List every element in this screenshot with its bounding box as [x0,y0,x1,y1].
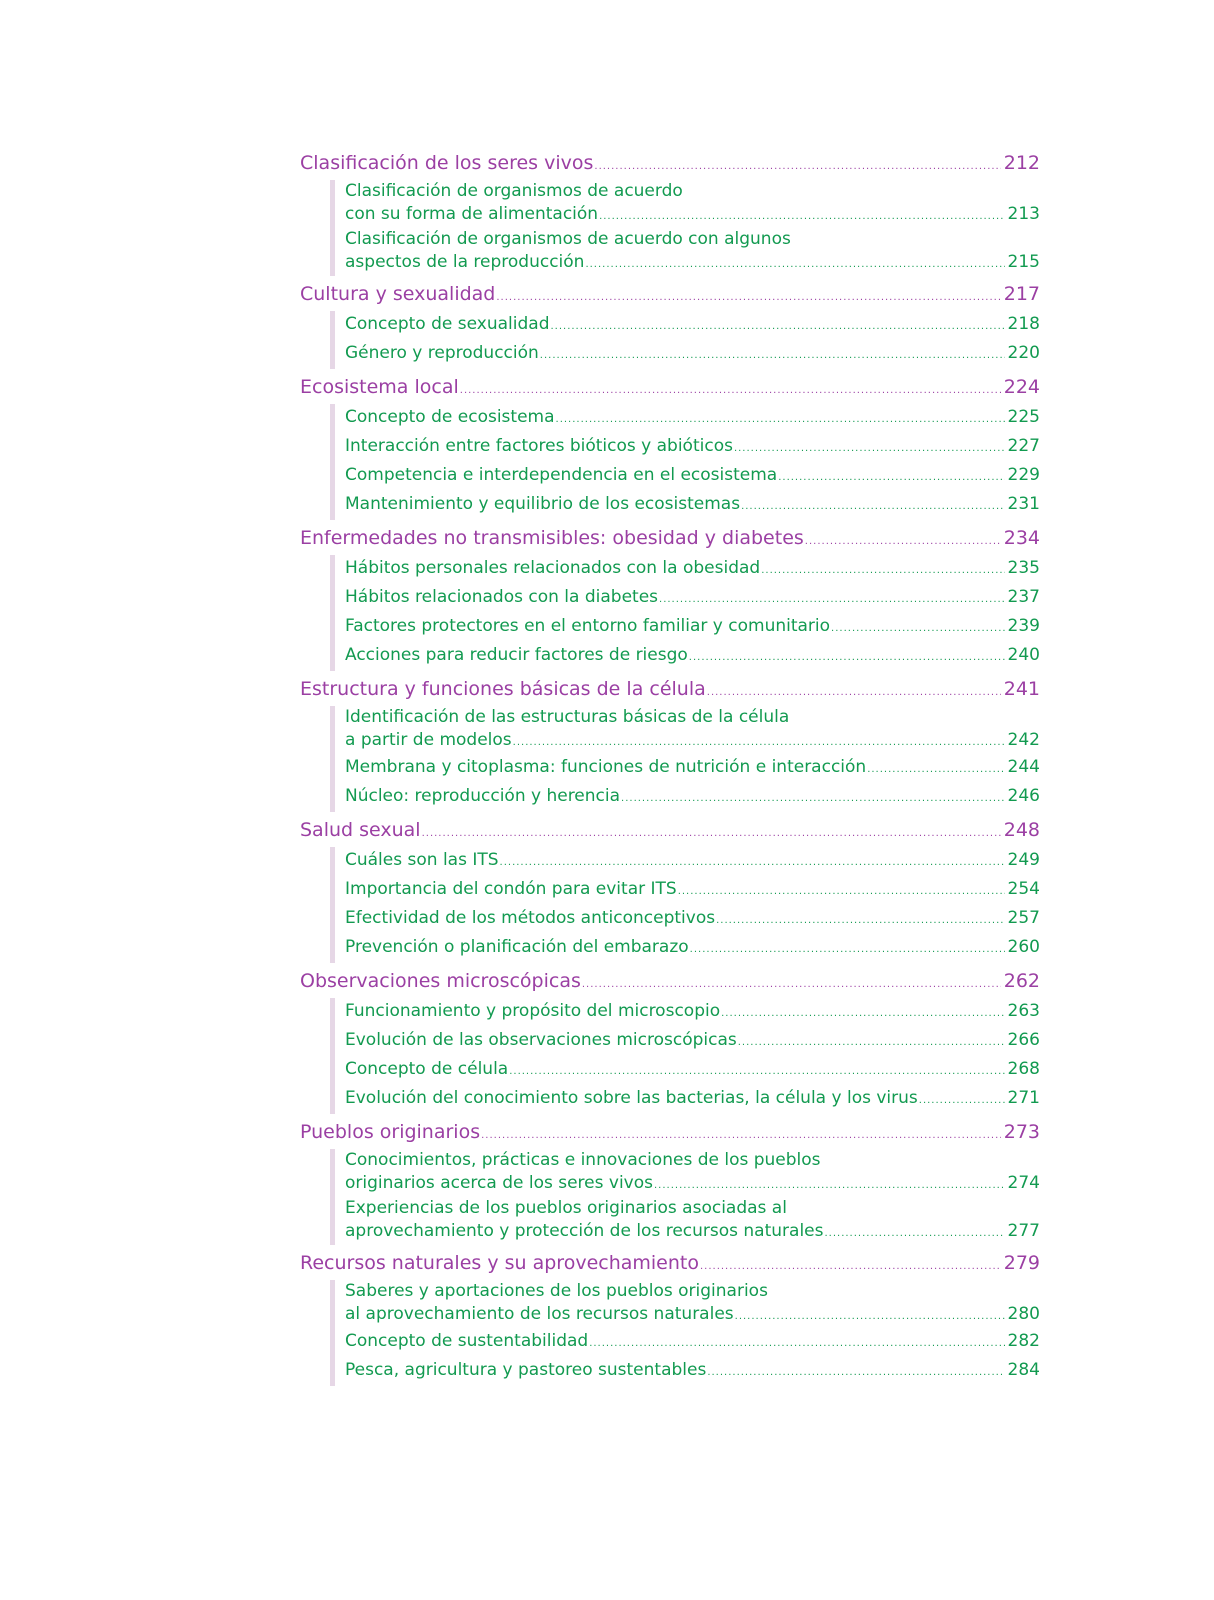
subsection-row [345,491,1040,520]
section-title: Clasificación de los seres vivos [300,152,594,174]
subsection-title: Concepto de ecosistema [345,407,555,427]
subsection-entry[interactable] [345,642,1040,671]
subsection-title: Importancia del condón para evitar ITS [345,879,677,899]
section-entry[interactable] [300,817,1040,847]
section-page-number: 241 [1003,678,1040,700]
dot-leader [734,435,1005,462]
subsection-page-number: 263 [1007,1001,1040,1021]
subsection-title: Concepto de célula [345,1059,509,1079]
subsection-row [345,1085,1040,1114]
section-title: Salud sexual [300,819,421,841]
subsection-page-number: 280 [1007,1304,1040,1324]
toc-section [300,676,1040,812]
dot-leader [761,557,1004,584]
table-of-contents [300,150,1040,1391]
dot-leader [500,849,1005,876]
subsection-page-number: 260 [1007,937,1040,957]
dot-leader [513,731,1005,754]
subsection-row [345,905,1040,934]
subsection-row [345,311,1040,340]
section-entry[interactable] [300,968,1040,998]
dot-leader [824,1222,1004,1245]
toc-section [300,817,1040,963]
subsection-title-line1: Clasificación de organismos de acuerdo con algunos [345,229,791,249]
toc-section [300,525,1040,671]
subsection-page-number: 242 [1007,730,1040,750]
subsection-row [345,754,1040,783]
section-page-number: 212 [1003,152,1040,174]
dot-leader [707,679,1001,706]
subsection-page-number: 274 [1007,1173,1040,1193]
subsection-title: Prevención o planificación del embarazo [345,937,689,957]
subsection-title: Cuáles son las ITS [345,850,499,870]
subsection-page-number: 257 [1007,908,1040,928]
toc-section [300,150,1040,276]
subsection-page-number: 266 [1007,1030,1040,1050]
dot-leader [621,785,1005,812]
section-page-number: 217 [1003,283,1040,305]
subsection-entry[interactable] [345,1357,1040,1386]
subsection-row [345,340,1040,369]
subsection-title: Membrana y citoplasma: funciones de nutrición e interacción [345,757,867,777]
subsection-list [330,998,1040,1114]
subsection-list [330,311,1040,369]
dot-leader [599,205,1004,228]
subsection-entry[interactable] [345,998,1040,1027]
subsection-row [345,462,1040,491]
subsection-list [330,555,1040,671]
dot-leader [689,644,1005,671]
subsection-title: Hábitos personales relacionados con la obesidad [345,558,761,578]
dot-leader [741,493,1004,520]
subsection-entry[interactable] [345,404,1040,433]
subsection-row [345,1357,1040,1386]
section-title: Cultura y sexualidad [300,283,496,305]
subsection-entry[interactable] [345,783,1040,812]
subsection-title: Pesca, agricultura y pastoreo sustentables [345,1360,707,1380]
subsection-page-number: 254 [1007,879,1040,899]
dot-leader [778,464,1004,491]
section-title: Ecosistema local [300,376,459,398]
dot-leader [721,1000,1004,1027]
subsection-title: Acciones para reducir factores de riesgo [345,645,688,665]
subsection-page-number: 249 [1007,850,1040,870]
dot-leader [589,1330,1004,1357]
subsection-title: Evolución de las observaciones microscópicas [345,1030,737,1050]
subsection-page-number: 220 [1007,343,1040,363]
subsection-entry[interactable] [345,1027,1040,1056]
dot-leader [509,1058,1004,1085]
dot-leader [700,1253,1001,1280]
section-title: Recursos naturales y su aprovechamiento [300,1252,699,1274]
subsection-page-number: 244 [1007,757,1040,777]
subsection-entry[interactable] [345,1197,1040,1245]
subsection-row [345,729,1040,754]
subsection-entry[interactable] [345,1056,1040,1085]
section-title: Observaciones microscópicas [300,970,581,992]
subsection-title-line1: Experiencias de los pueblos originarios asociadas al [345,1198,787,1218]
subsection-title-line1: Saberes y aportaciones de los pueblos originarios [345,1281,768,1301]
subsection-row [345,555,1040,584]
subsection-title: aprovechamiento y protección de los recursos naturales [345,1221,824,1241]
subsection-row [345,251,1040,276]
subsection-page-number: 277 [1007,1221,1040,1241]
subsection-title-line1: Clasificación de organismos de acuerdo [345,181,683,201]
section-title: Pueblos originarios [300,1121,481,1143]
subsection-entry[interactable] [345,555,1040,584]
subsection-entry[interactable] [345,847,1040,876]
section-entry[interactable] [300,525,1040,555]
section-page-number: 262 [1003,970,1040,992]
dot-leader [582,971,1001,998]
subsection-title: Concepto de sexualidad [345,314,550,334]
section-entry[interactable] [300,374,1040,404]
toc-section [300,1119,1040,1245]
subsection-title: Evolución del conocimiento sobre las bacterias, la célula y los virus [345,1088,918,1108]
section-entry[interactable] [300,676,1040,706]
dot-leader [805,528,1001,555]
dot-leader [481,1122,1001,1149]
dot-leader [690,936,1005,963]
dot-leader [422,820,1001,847]
subsection-title: originarios acerca de los seres vivos [345,1173,653,1193]
subsection-list [330,404,1040,520]
subsection-page-number: 239 [1007,616,1040,636]
subsection-title: a partir de modelos [345,730,512,750]
subsection-page-number: 240 [1007,645,1040,665]
subsection-row [345,1056,1040,1085]
section-title: Estructura y funciones básicas de la célula [300,678,706,700]
subsection-title: Funcionamiento y propósito del microscopio [345,1001,721,1021]
dot-leader [585,253,1004,276]
subsection-title: aspectos de la reproducción [345,252,585,272]
subsection-entry[interactable] [345,905,1040,934]
subsection-page-number: 235 [1007,558,1040,578]
toc-section [300,968,1040,1114]
subsection-list [330,847,1040,963]
section-page-number: 248 [1003,819,1040,841]
subsection-list [330,1280,1040,1386]
subsection-list [330,1149,1040,1245]
toc-section [300,374,1040,520]
subsection-row [345,1303,1040,1328]
subsection-row [345,934,1040,963]
subsection-title: Género y reproducción [345,343,539,363]
subsection-row [345,1027,1040,1056]
subsection-row [345,1220,1040,1245]
subsection-list [330,180,1040,276]
subsection-row [345,876,1040,905]
section-entry[interactable] [300,1119,1040,1149]
section-page-number: 234 [1003,527,1040,549]
subsection-title: Hábitos relacionados con la diabetes [345,587,659,607]
subsection-row [345,642,1040,671]
subsection-title-line1: Identificación de las estructuras básicas de la célula [345,707,790,727]
subsection-title: Mantenimiento y equilibrio de los ecosistemas [345,494,741,514]
subsection-entry[interactable] [345,491,1040,520]
subsection-list [330,706,1040,812]
subsection-row [345,1328,1040,1357]
subsection-page-number: 213 [1007,204,1040,224]
subsection-page-number: 225 [1007,407,1040,427]
subsection-row [345,847,1040,876]
subsection-title: Concepto de sustentabilidad [345,1331,589,1351]
subsection-entry[interactable] [345,1280,1040,1328]
dot-leader [738,1029,1005,1056]
subsection-entry[interactable] [345,706,1040,754]
section-entry[interactable] [300,281,1040,311]
subsection-entry[interactable] [345,1328,1040,1357]
subsection-row [345,613,1040,642]
subsection-page-number: 268 [1007,1059,1040,1079]
subsection-row [345,998,1040,1027]
dot-leader [556,406,1005,433]
subsection-page-number: 284 [1007,1360,1040,1380]
subsection-entry[interactable] [345,754,1040,783]
subsection-entry[interactable] [345,311,1040,340]
subsection-entry[interactable] [345,934,1040,963]
subsection-page-number: 229 [1007,465,1040,485]
subsection-row [345,783,1040,812]
subsection-title: al aprovechamiento de los recursos naturales [345,1304,734,1324]
subsection-entry[interactable] [345,1085,1040,1114]
dot-leader [654,1174,1005,1197]
subsection-title: Factores protectores en el entorno familiar y comunitario [345,616,831,636]
subsection-row [345,404,1040,433]
toc-section [300,281,1040,369]
subsection-title: Núcleo: reproducción y herencia [345,786,621,806]
subsection-page-number: 231 [1007,494,1040,514]
section-entry[interactable] [300,150,1040,180]
subsection-row [345,584,1040,613]
dot-leader [867,756,1004,783]
subsection-page-number: 218 [1007,314,1040,334]
subsection-entry[interactable] [345,180,1040,228]
subsection-entry[interactable] [345,613,1040,642]
subsection-entry[interactable] [345,1149,1040,1197]
subsection-page-number: 237 [1007,587,1040,607]
dot-leader [659,586,1005,613]
subsection-entry[interactable] [345,876,1040,905]
subsection-title-line1: Conocimientos, prácticas e innovaciones de los pueblos [345,1150,821,1170]
section-entry[interactable] [300,1250,1040,1280]
dot-leader [460,377,1001,404]
subsection-title: Efectividad de los métodos anticonceptivos [345,908,716,928]
dot-leader [594,153,1000,180]
section-page-number: 273 [1003,1121,1040,1143]
subsection-title: Competencia e interdependencia en el ecosistema [345,465,778,485]
subsection-title: con su forma de alimentación [345,204,599,224]
section-page-number: 224 [1003,376,1040,398]
dot-leader [540,342,1005,369]
subsection-entry[interactable] [345,228,1040,276]
subsection-page-number: 282 [1007,1331,1040,1351]
dot-leader [735,1305,1005,1328]
dot-leader [678,878,1005,905]
subsection-page-number: 227 [1007,436,1040,456]
dot-leader [550,313,1004,340]
subsection-entry[interactable] [345,433,1040,462]
toc-section [300,1250,1040,1386]
dot-leader [716,907,1004,934]
section-page-number: 279 [1003,1252,1040,1274]
subsection-entry[interactable] [345,584,1040,613]
dot-leader [496,284,1000,311]
subsection-row [345,203,1040,228]
dot-leader [707,1359,1004,1386]
dot-leader [831,615,1005,642]
subsection-row [345,1172,1040,1197]
section-title: Enfermedades no transmisibles: obesidad y diabetes [300,527,804,549]
subsection-page-number: 215 [1007,252,1040,272]
subsection-entry[interactable] [345,340,1040,369]
subsection-page-number: 271 [1007,1088,1040,1108]
subsection-title: Interacción entre factores bióticos y abióticos [345,436,733,456]
subsection-row [345,433,1040,462]
dot-leader [919,1087,1005,1114]
subsection-entry[interactable] [345,462,1040,491]
subsection-page-number: 246 [1007,786,1040,806]
